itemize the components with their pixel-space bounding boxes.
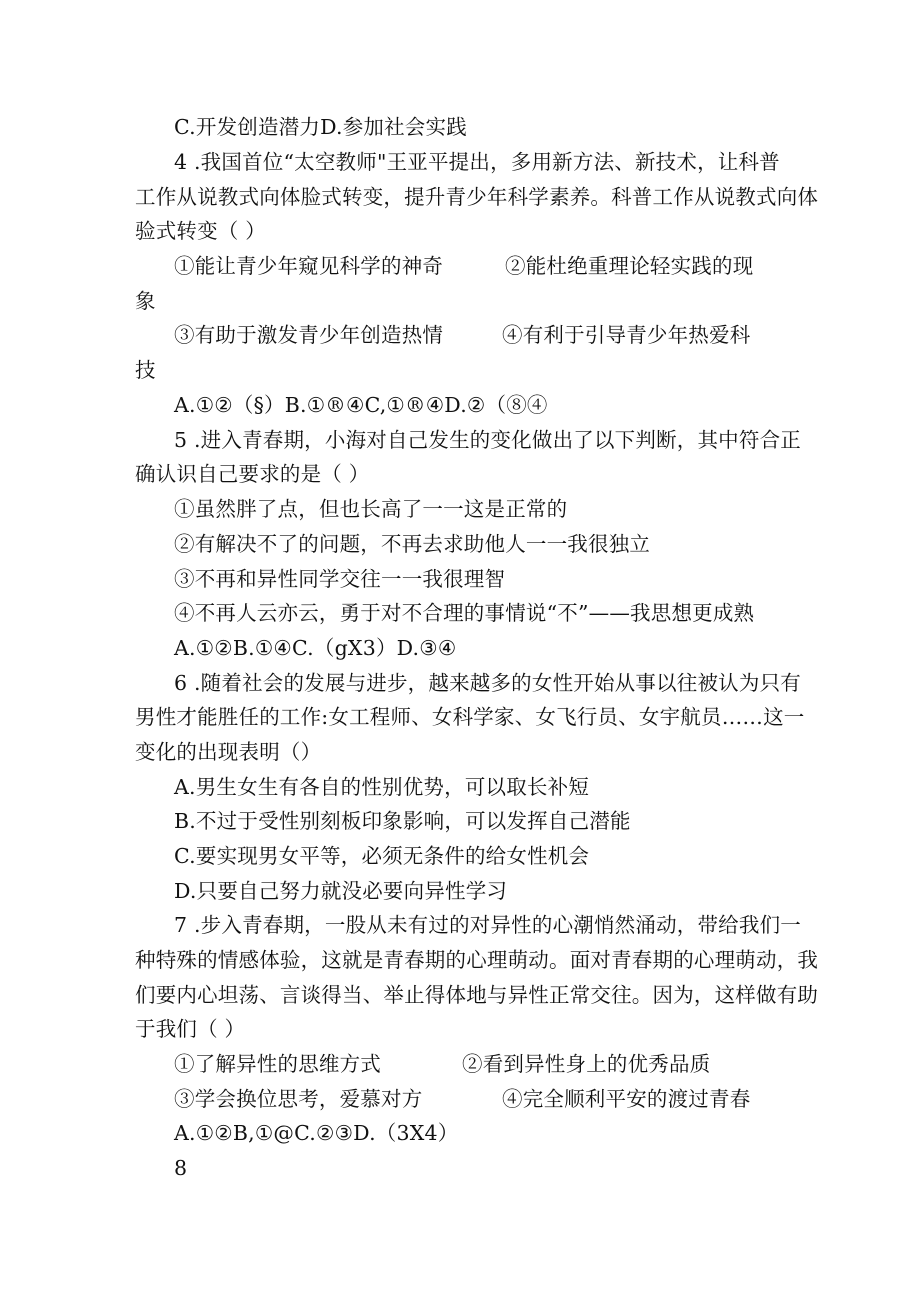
question-5-options: A.①②B.①④C.（gX3）D.③④ bbox=[174, 636, 457, 660]
question-7-stem-line-2: 种特殊的情感体验，这就是青春期的心理萌动。面对青春期的心理萌动，我 bbox=[135, 948, 819, 972]
question-8-number: 8 bbox=[174, 1156, 188, 1180]
question-7-stem-line-1: 7 .步入青春期，一股从未有过的对异性的心潮悄然涌动，带给我们一 bbox=[174, 913, 801, 937]
question-6-option-b: B.不过于受性别刻板印象影响，可以发挥自己潜能 bbox=[174, 809, 631, 833]
question-4-stem-line-2: 工作从说教式向体脸式转变，提升青少年科学素养。科普工作从说教式向体 bbox=[135, 185, 819, 209]
question-7-item-1: ①了解异性的思维方式 bbox=[174, 1052, 381, 1076]
question-7-options: A.①②B,①@C.②③D.（3X4） bbox=[174, 1121, 459, 1145]
question-6-stem-line-2: 男性才能胜任的工作:女工程师、女科学家、女飞行员、女宇航员……这一 bbox=[135, 705, 805, 729]
question-3-options-cd: C.开发创造潜力D.参加社会实践 bbox=[174, 115, 467, 139]
question-7-item-4: ④完全顺利平安的渡过青春 bbox=[502, 1087, 751, 1111]
question-4-item-3: ③有助于激发青少年创造热情 bbox=[174, 323, 444, 347]
question-4-stem-line-1: 4 .我国首位“太空教师"王亚平提出，多用新方法、新技术，让科普 bbox=[174, 150, 780, 174]
question-6-option-a: A.男生女生有各自的性别优势，可以取长补短 bbox=[174, 775, 590, 799]
question-6-option-c: C.要实现男女平等，必须无条件的给女性机会 bbox=[174, 844, 590, 868]
question-4-item-4: ④有利于引导青少年热爱科 bbox=[502, 323, 751, 347]
question-6-stem-line-1: 6 .随着社会的发展与进步，越来越多的女性开始从事以往被认为只有 bbox=[174, 671, 801, 695]
question-5-stem-line-1: 5 .进入青春期，小海对自己发生的变化做出了以下判断，其中符合正 bbox=[174, 428, 801, 452]
question-5-item-3: ③不再和异性同学交往一一我很理智 bbox=[174, 567, 506, 591]
question-7-stem-line-3: 们要内心坦荡、言谈得当、举止得体地与异性正常交往。因为，这样做有助 bbox=[135, 983, 819, 1007]
question-7-item-3: ③学会换位思考，爱慕对方 bbox=[174, 1087, 423, 1111]
question-5-stem-line-2: 确认识自己要求的是（ ） bbox=[135, 462, 370, 486]
question-5-item-1: ①虽然胖了点，但也长高了一一这是正常的 bbox=[174, 497, 568, 521]
question-4-item-2: ②能杜绝重理论轻实践的现 bbox=[505, 254, 754, 278]
question-4-item-1: ①能让青少年窥见科学的神奇 bbox=[174, 254, 444, 278]
question-6-option-d: D.只要自己努力就没必要向异性学习 bbox=[174, 879, 508, 903]
question-4-options: A.①②（§）B.①®④C,①®④D.②（⑧④ bbox=[174, 393, 548, 417]
question-4-item-2-continuation: 象 bbox=[135, 289, 156, 313]
question-4-stem-line-3: 验式转变（ ） bbox=[135, 219, 266, 243]
question-7-item-2: ②看到异性身上的优秀品质 bbox=[462, 1052, 711, 1076]
question-5-item-2: ②有解决不了的问题，不再去求助他人一一我很独立 bbox=[174, 532, 651, 556]
question-4-item-4-continuation: 技 bbox=[135, 358, 156, 382]
question-7-stem-line-4: 于我们（ ） bbox=[135, 1017, 246, 1041]
question-6-stem-line-3: 变化的出现表明（） bbox=[135, 740, 322, 764]
question-5-item-4: ④不再人云亦云，勇于对不合理的事情说“不”——我思想更成熟 bbox=[174, 601, 755, 625]
